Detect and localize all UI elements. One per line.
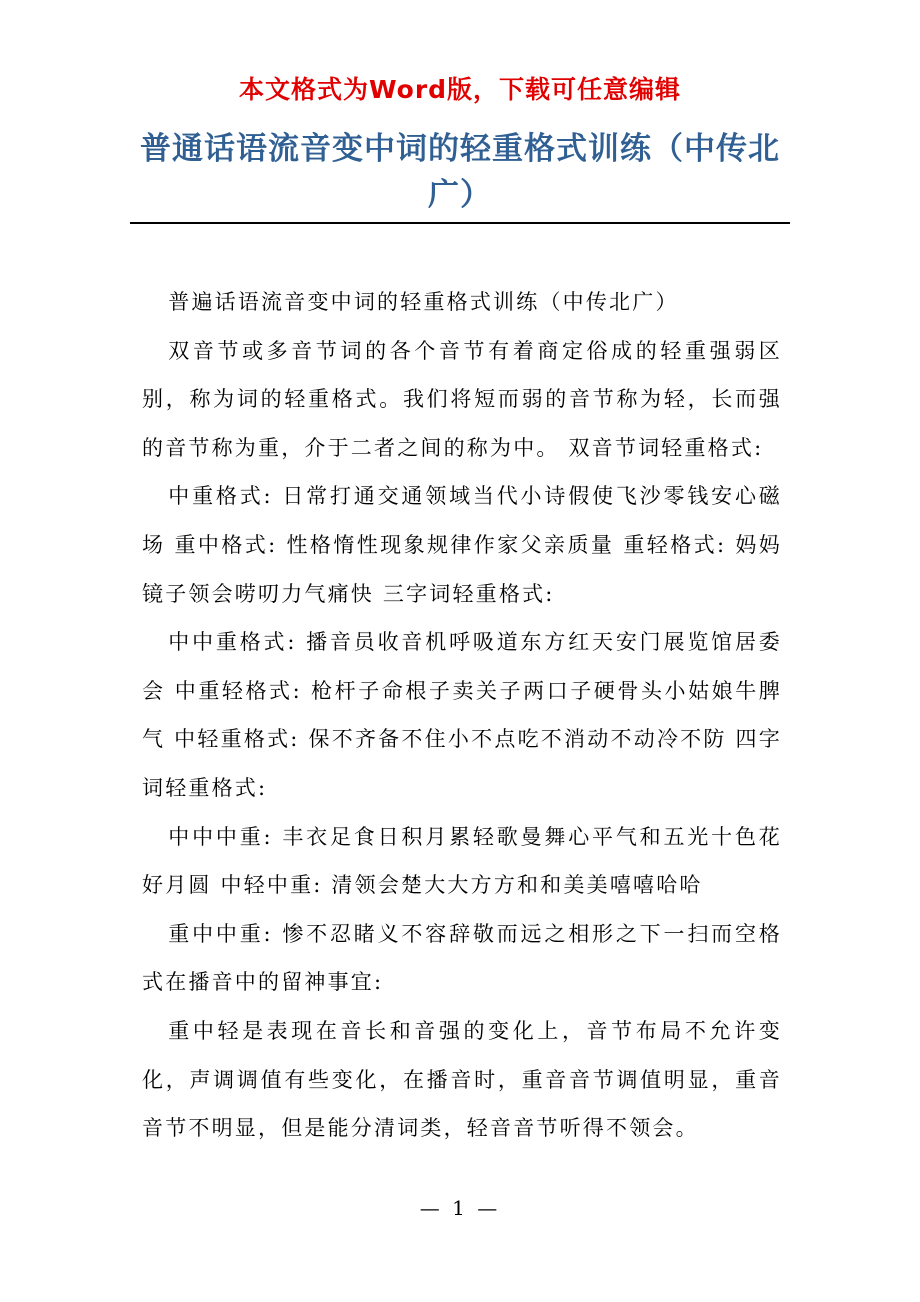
paragraph-definition: 双音节或多音节词的各个音节有着商定俗成的轻重强弱区别，称为词的轻重格式。我们将短而弱的音节称为轻，长而强的音节称为重，介于二者之间的称为中。 双音节词轻重格式: xyxy=(142,338,782,460)
paragraph-three-syllable: 中中重格式: 播音员收音机呼吸道东方红天安门展览馆居委会 中重轻格式: 枪杆子命根子卖关子两口子硬骨头小姑娘牛脾气 中轻重格式: 保不齐备不住小不点吃不消动不动冷不防 四字词轻重格式: xyxy=(142,630,782,800)
download-notice: 本文格式为Word版，下载可任意编辑 xyxy=(238,75,682,104)
paragraph-four-syllable-b: 重中中重: 惨不忍睹义不容辞敬而远之相形之下一扫而空格式在播音中的留神事宜: xyxy=(142,921,782,995)
paragraph-notes: 重中轻是表现在音长和音强的变化上，音节布局不允许变化，声调调值有些变化，在播音时，重音音节调值明显，重音音节不明显，但是能分清词类，轻音音节听得不领会。 xyxy=(142,1018,782,1141)
paragraph-four-syllable-a: 中中中重: 丰衣足食日积月累轻歌曼舞心平气和五光十色花好月圆 中轻中重: 清领会楚大大方方和和美美嘻嘻哈哈 xyxy=(142,824,782,898)
title-divider xyxy=(130,222,790,224)
page-number: — 1 — xyxy=(419,1196,501,1220)
paragraph-two-syllable: 中重格式: 日常打通交通领域当代小诗假使飞沙零钱安心磁场 重中格式: 性格惰性现象规律作家父亲质量 重轻格式: 妈妈镜子领会唠叨力气痛快 三字词轻重格式: xyxy=(142,484,782,606)
document-body xyxy=(142,278,782,1153)
paragraph-heading: 普遍话语流音变中词的轻重格式训练（中传北广） xyxy=(168,290,679,314)
page-title: 普通话语流音变中词的轻重格式训练（中传北广） xyxy=(140,131,780,213)
